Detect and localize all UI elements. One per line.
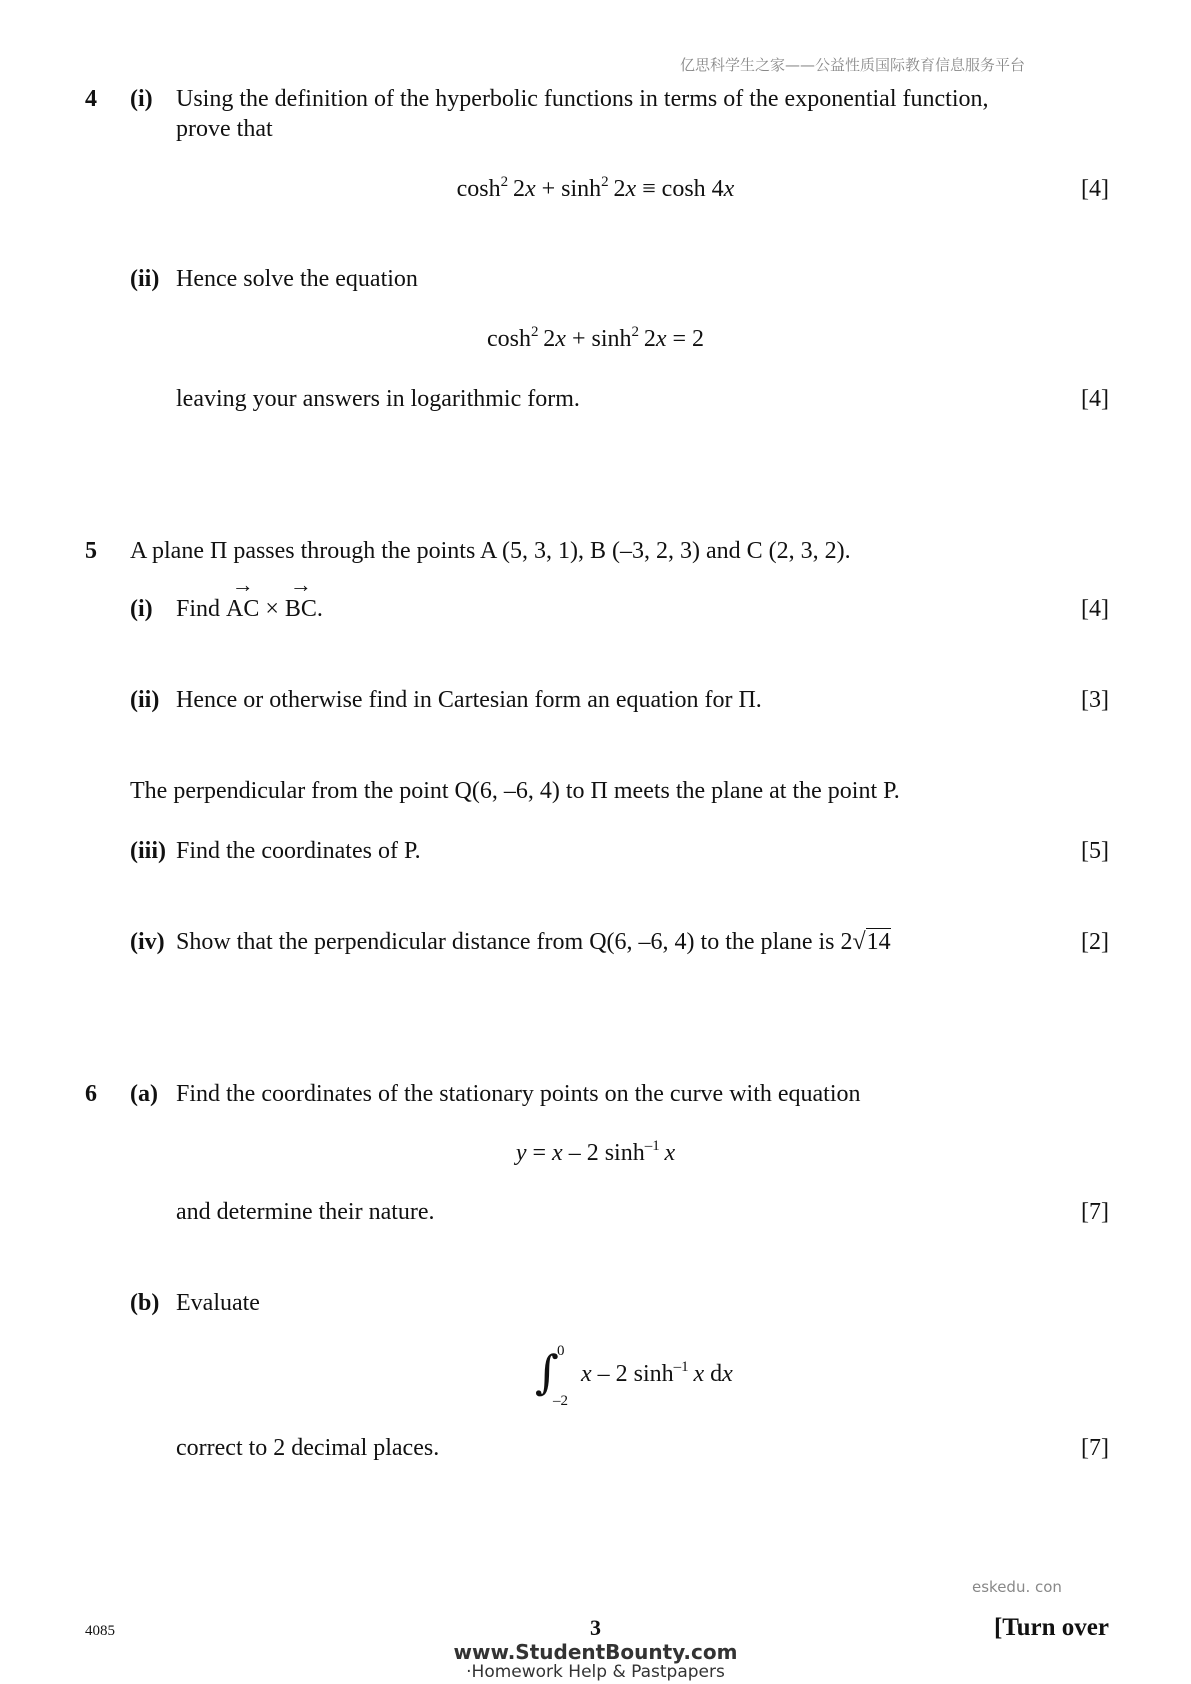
- marks: [7]: [1081, 1435, 1109, 1461]
- sqrt-radicand: 14: [866, 929, 891, 955]
- part-label: (ii): [130, 266, 160, 292]
- marks: [7]: [1081, 1199, 1109, 1225]
- equation: y = x – 2 $\sinh^{-1} x$: [515, 1138, 676, 1166]
- question-text: Find the coordinates of P.: [176, 838, 421, 864]
- marks: [4]: [1081, 176, 1109, 202]
- studentbounty-logo: [0, 1641, 1191, 1681]
- question-text: Hence or otherwise find in Cartesian form an equation for Π.: [176, 687, 762, 713]
- question-text: prove that: [176, 116, 273, 142]
- lower-limit: –2: [553, 1393, 568, 1409]
- header-watermark: 亿思科学生之家——公益性质国际教育信息服务平台: [680, 56, 1026, 74]
- question-text: Find the coordinates of the stationary points on the curve with equation: [176, 1081, 861, 1107]
- part-label: (b): [130, 1290, 160, 1316]
- question-text: Show that the perpendicular distance from Q(6, –6, 4) to the plane is 2√14: [176, 929, 891, 955]
- studentbounty-tagline: ·Homework Help & Pastpapers: [466, 1662, 725, 1682]
- paper-code: 4085: [85, 1623, 115, 1639]
- question-text: A plane Π passes through the points A (5, 3, 1), B (–3, 2, 3) and C (2, 3, 2).: [130, 538, 851, 564]
- page-number: 3: [590, 1615, 601, 1640]
- question-text: and determine their nature.: [176, 1199, 435, 1225]
- marks: [3]: [1081, 687, 1109, 713]
- part-label: (a): [130, 1081, 158, 1107]
- question-text: Using the definition of the hyperbolic functions in terms of the exponential function,: [176, 86, 989, 112]
- question-number: 5: [85, 538, 97, 564]
- question-number: 4: [85, 86, 97, 112]
- equation: $\cosh^2 2x + \sinh^2 2x = 2$: [486, 324, 705, 352]
- part-label: (iii): [130, 838, 166, 864]
- question-text: leaving your answers in logarithmic form.: [176, 386, 580, 412]
- site-watermark: eskedu. con: [972, 1578, 1062, 1596]
- question-text: The perpendicular from the point Q(6, –6, 4) to Π meets the plane at the point P.: [130, 778, 900, 804]
- part-label: (i): [130, 596, 153, 622]
- integral-sign: ∫: [535, 1345, 559, 1399]
- integrand: x – 2 $\sinh^{-1} x$ dx: [581, 1359, 733, 1387]
- studentbounty-url: www.StudentBounty.com: [453, 1640, 738, 1664]
- question-text: Hence solve the equation: [176, 266, 418, 292]
- question-text: correct to 2 decimal places.: [176, 1435, 440, 1461]
- marks: [4]: [1081, 596, 1109, 622]
- integral-expression: [535, 1343, 775, 1415]
- equation: $\cosh^2 2x + \sinh^2 2x \equiv \cosh 4x$: [456, 174, 735, 202]
- vector-bc: → BC: [285, 594, 317, 624]
- marks: [2]: [1081, 929, 1109, 955]
- marks: [4]: [1081, 386, 1109, 412]
- marks: [5]: [1081, 838, 1109, 864]
- upper-limit: 0: [557, 1343, 565, 1359]
- turn-over: [Turn over: [993, 1614, 1109, 1641]
- part-label: (ii): [130, 687, 160, 713]
- question-number: 6: [85, 1081, 97, 1107]
- part-label: (i): [130, 86, 153, 112]
- part-label: (iv): [130, 929, 165, 955]
- question-text: Evaluate: [176, 1290, 260, 1316]
- question-text: Find → AC × → BC.: [176, 594, 323, 624]
- vector-ac: → AC: [226, 594, 259, 624]
